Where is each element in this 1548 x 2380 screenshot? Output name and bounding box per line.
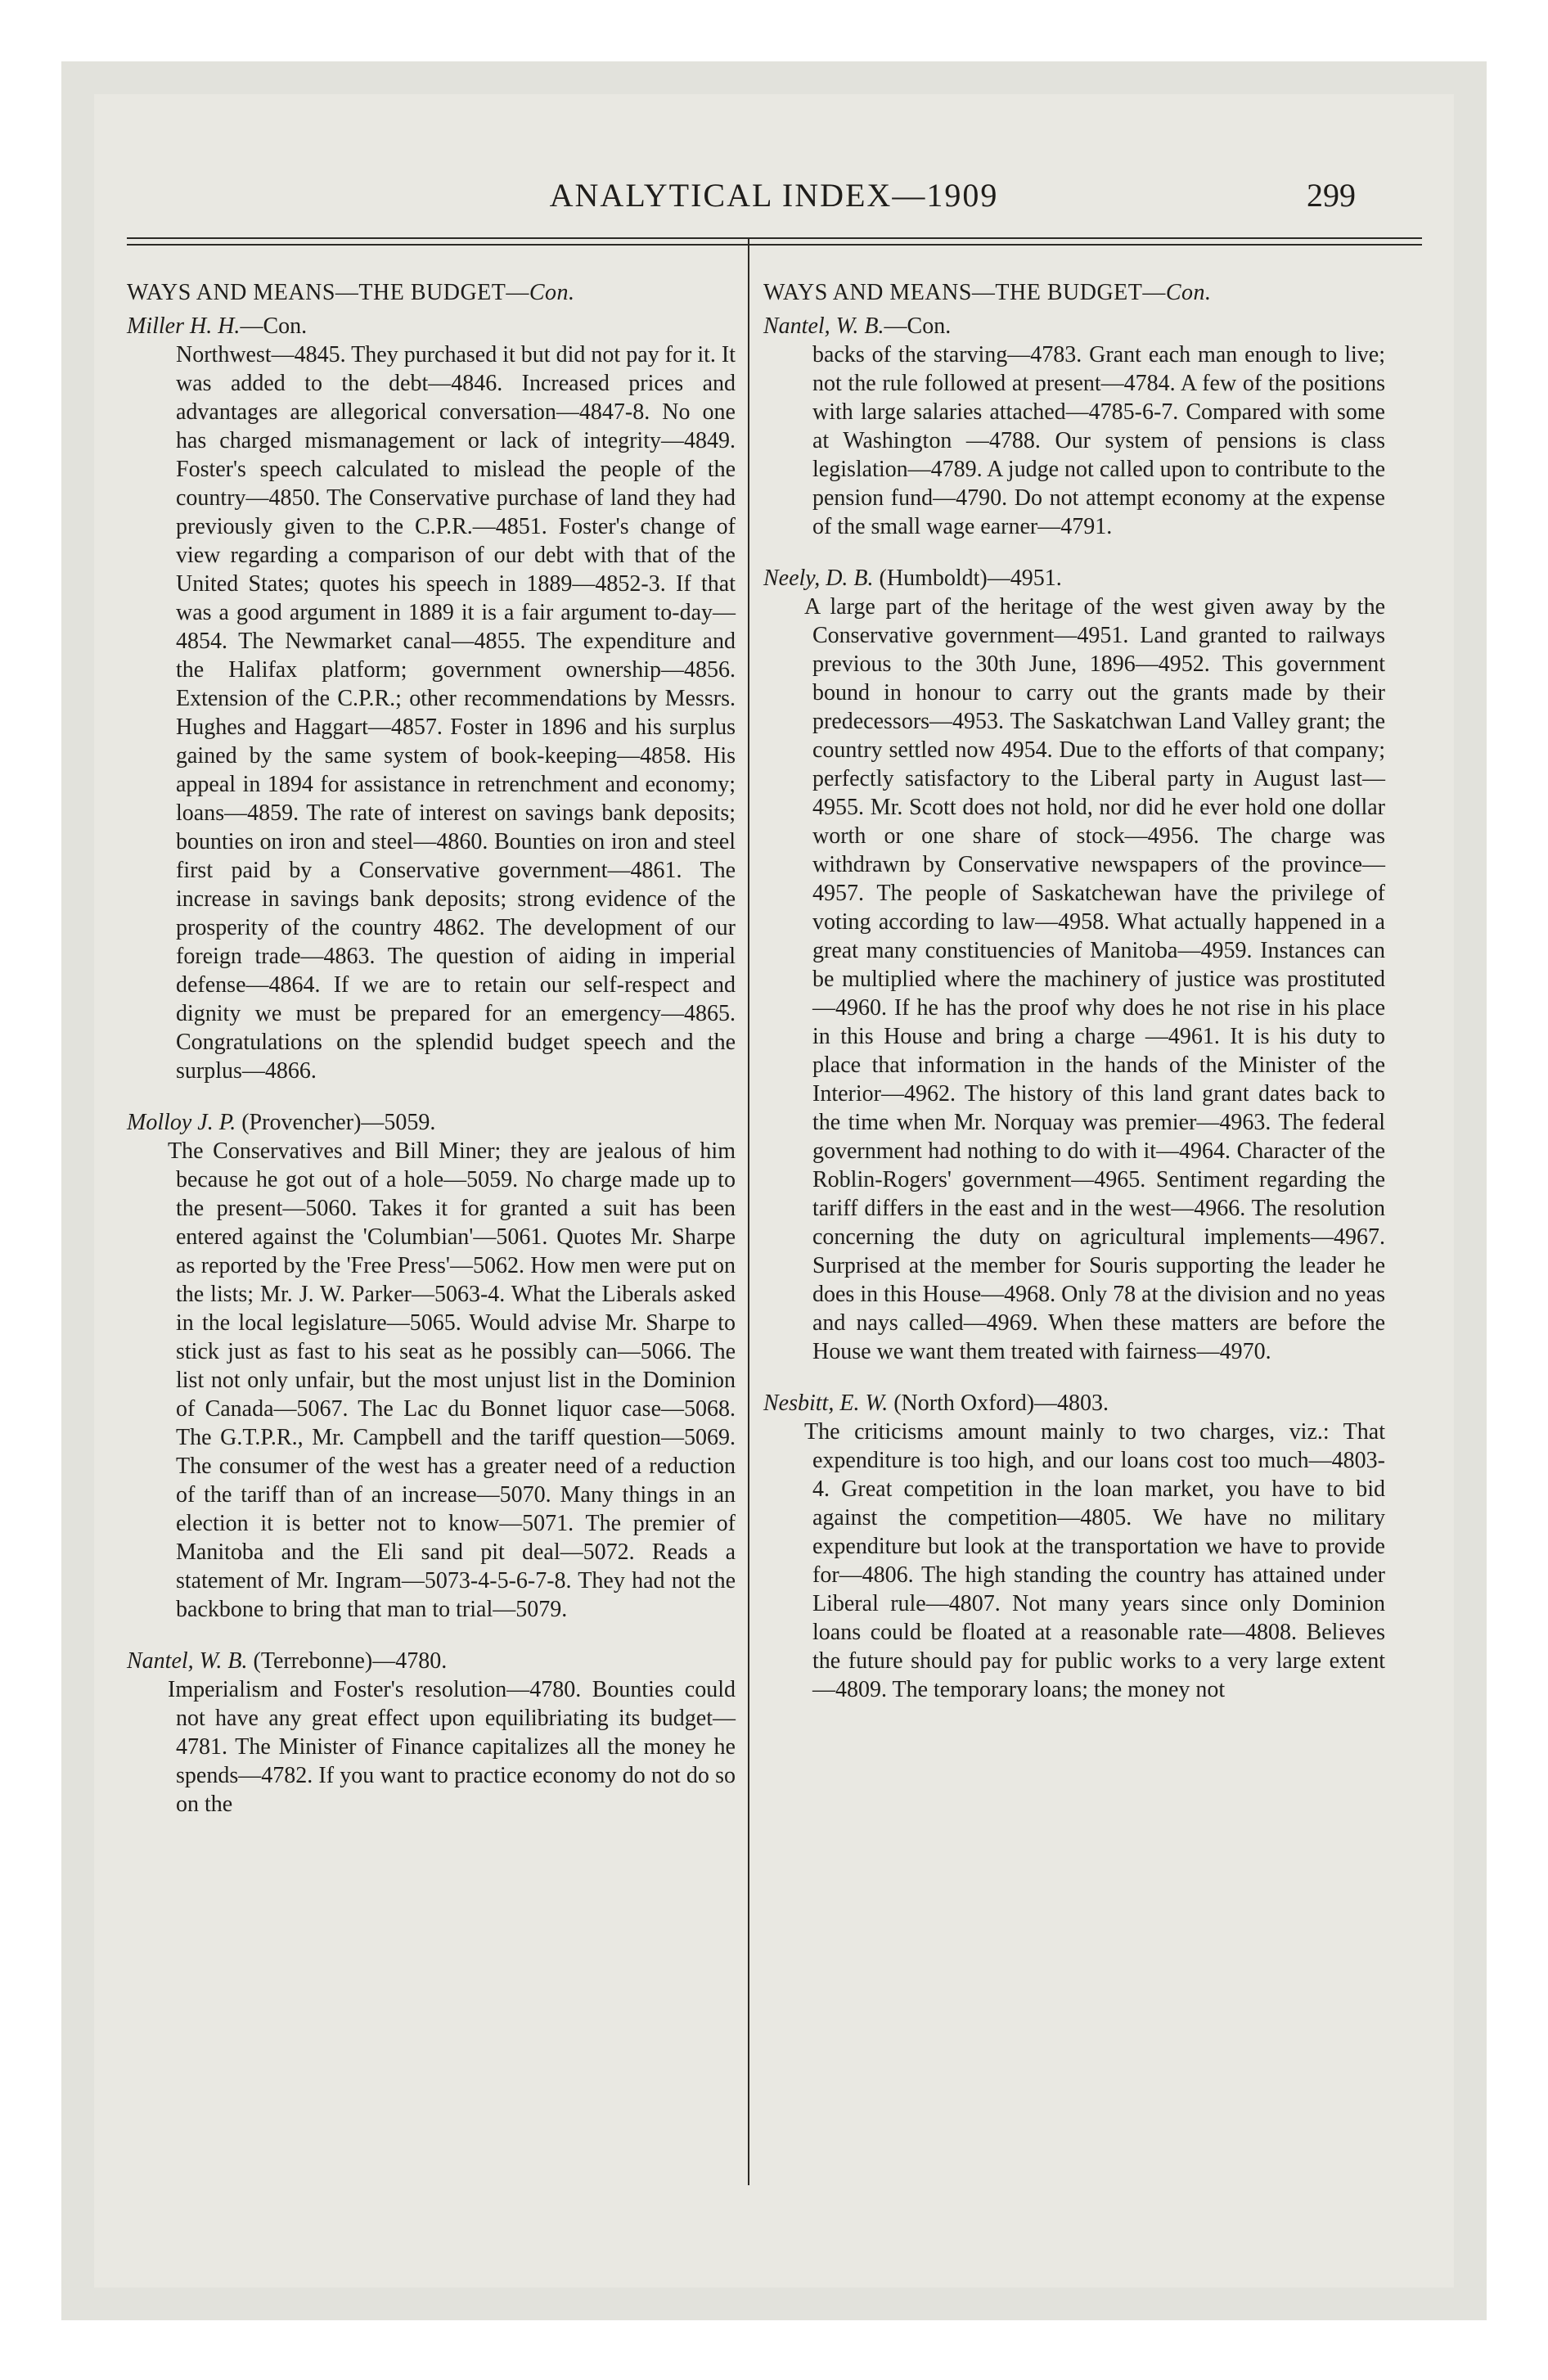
section-heading xyxy=(763,278,1385,307)
left-column xyxy=(127,278,736,1819)
entry-suffix: (Terrebonne)—4780. xyxy=(247,1648,448,1674)
page-title: ANALYTICAL INDEX—1909 xyxy=(549,177,999,214)
index-entry-nesbitt xyxy=(763,1389,1385,1704)
running-head xyxy=(94,176,1454,225)
entry-body: The Conservatives and Bill Miner; they are jealous of him because he got out of a hole—5059. No charge made up to the present—5060. Takes it for granted a suit has been entered against the 'Columbian'—5061. Quotes Mr. Sharpe as reported by the 'Free Press'—5062. How men were put on the lists; Mr. J. W. Parker—5063-4. What the Liberals asked in the local legislature—5065. Would advise Mr. Sharpe to stick just as fast to his seat as he possibly can—5066. The list not only unfair, but the most unjust list in the Dominion of Canada—5067. The Lac du Bonnet liquor case—5068. The G.T.P.R., Mr. Campbell and the tariff question—5069. The consumer of the west has a greater need of a reduction of the tariff than of an increase—5070. Many things in an election it is better not to know—5071. The premier of Manitoba and the Eli sand pit deal—5072. Reads a statement of Mr. Ingram—5073-4-5-6-7-8. They had not the backbone to bring that man to trial—5079. xyxy=(168,1138,736,1622)
section-heading-con: Con. xyxy=(1165,280,1212,305)
header-rule-top xyxy=(127,237,1422,239)
entry-body: Northwest—4845. They purchased it but did not pay for it. It was added to the debt—4846. Increased prices and advantages are allegorical conversation—4847-8. No one has charged mismanagement or lack of integrity—4849. Foster's speech calculated to mislead the people of the country—4850. The Conservative purchase of land they had previously given to the C.P.R.—4851. Foster's change of view regarding a comparison of our debt with that of the United States; quotes his speech in 1889—4852-3. If that was a good argument in 1889 it is a fair argument to-day—4854. The Newmarket canal—4855. The expenditure and the Halifax platform; government ownership—4856. Extension of the C.P.R.; other recommendations by Messrs. Hughes and Haggart—4857. Foster in 1896 and his surplus gained by the same system of book-keeping—4858. His appeal in 1894 for assistance in retrenchment and economy; loans—4859. The rate of interest on savings bank deposits; bounties on iron and steel—4860. Bounties on iron and steel first paid by a Conservative government—4861. The increase in savings bank deposits; strong evidence of the prosperity of the country 4862. The development of our foreign trade—4863. The question of aiding in imperial defense—4864. If we are to retain our self-respect and dignity we must be prepared for an emergency—4865. Congratulations on the splendid budget speech and the surplus—4866. xyxy=(176,342,736,1084)
entry-heading xyxy=(763,564,1385,593)
right-column xyxy=(763,278,1385,1704)
entry-suffix: (North Oxford)—4803. xyxy=(888,1391,1109,1416)
index-entry-nantel xyxy=(127,1647,736,1819)
entry-suffix: —Con. xyxy=(240,313,308,339)
header-rule-bottom xyxy=(127,244,1422,246)
entry-name: Nantel, W. B. xyxy=(763,313,884,339)
section-heading-con: Con. xyxy=(529,280,575,305)
entry-suffix: (Humboldt)—4951. xyxy=(873,566,1062,591)
entry-suffix: (Provencher)—5059. xyxy=(236,1110,436,1135)
column-divider xyxy=(748,237,749,2185)
index-entry-nantel-continued xyxy=(763,312,1385,541)
entry-heading xyxy=(763,312,1385,340)
entry-name: Nantel, W. B. xyxy=(127,1648,248,1674)
entry-name: Miller H. H. xyxy=(127,313,241,339)
entry-name: Molloy J. P. xyxy=(127,1110,236,1135)
page xyxy=(94,94,1454,2288)
entry-body: A large part of the heritage of the west given away by the Conservative government—4951. Land granted to railways previous to the 30th June, 1896—4952. This government bound in honour to carry out the grants made by their predecessors—4953. The Saskatchwan Land Valley grant; the country settled now 4954. Due to the efforts of that company; perfectly satisfactory to the Liberal party in August last—4955. Mr. Scott does not hold, nor did he ever hold one dollar worth or one share of stock—4956. The charge was withdrawn by Conservative newspapers of the province—4957. The people of Saskatchewan have the privilege of voting according to law—4958. What actually happened in a great many constituencies of Manitoba—4959. Instances can be multiplied where the machinery of justice was prostituted—4960. If he has the proof why does he not rise in his place in this House and bring a charge —4961. It is his duty to place that information in the hands of the Minister of the Interior—4962. The history of this land grant dates back to the time when Mr. Norquay was premier—4963. The federal government had nothing to do with it—4964. Character of the Roblin-Rogers' government—4965. Sentiment regarding the tariff differs in the east and in the west—4966. The resolution concerning the duty on agricultural implements—4967. Surprised at the member for Souris supporting the leader he does in this House—4968. Only 78 at the division and no yeas and nays called—4969. When these matters are before the House we want them treated with fairness—4970. xyxy=(804,594,1385,1364)
page-number: 299 xyxy=(1307,177,1356,214)
entry-heading xyxy=(127,312,736,340)
entry-body: backs of the starving—4783. Grant each man enough to live; not the rule followed at present—4784. A few of the positions with large salaries attached—4785-6-7. Compared with some at Washington —4788. Our system of pensions is class legislation—4789. A judge not called upon to contribute to the pension fund—4790. Do not attempt economy at the expense of the small wage earner—4791. xyxy=(812,342,1385,539)
entry-suffix: —Con. xyxy=(884,313,952,339)
entry-name: Nesbitt, E. W. xyxy=(763,1391,889,1416)
section-heading xyxy=(127,278,736,307)
entry-heading xyxy=(127,1647,736,1675)
entry-heading xyxy=(127,1108,736,1137)
section-heading-main: WAYS AND MEANS—THE BUDGET— xyxy=(763,280,1166,305)
entry-body: Imperialism and Foster's resolution—4780. Bounties could not have any great effect upon equilibriating its budget—4781. The Minister of Finance capitalizes all the money he spends—4782. If you want to practice economy do not do so on the xyxy=(168,1677,736,1817)
index-entry-neely xyxy=(763,564,1385,1366)
entry-name: Neely, D. B. xyxy=(763,566,874,591)
scan-frame xyxy=(61,61,1487,2320)
section-heading-main: WAYS AND MEANS—THE BUDGET— xyxy=(127,280,529,305)
entry-body: The criticisms amount mainly to two charges, viz.: That expenditure is too high, and our loans cost too much—4803-4. Great competition in the loan market, you have to bid against the competition—4805. We have no military expenditure but look at the transportation we have to provide for—4806. The high standing the country has attained under Liberal rule—4807. Not many years since only Dominion loans could be floated at a reasonable rate—4808. Believes the future should pay for public works to a very large extent—4809. The temporary loans; the money not xyxy=(804,1419,1385,1702)
index-entry-molloy xyxy=(127,1108,736,1624)
entry-heading xyxy=(763,1389,1385,1418)
index-entry-miller xyxy=(127,312,736,1085)
